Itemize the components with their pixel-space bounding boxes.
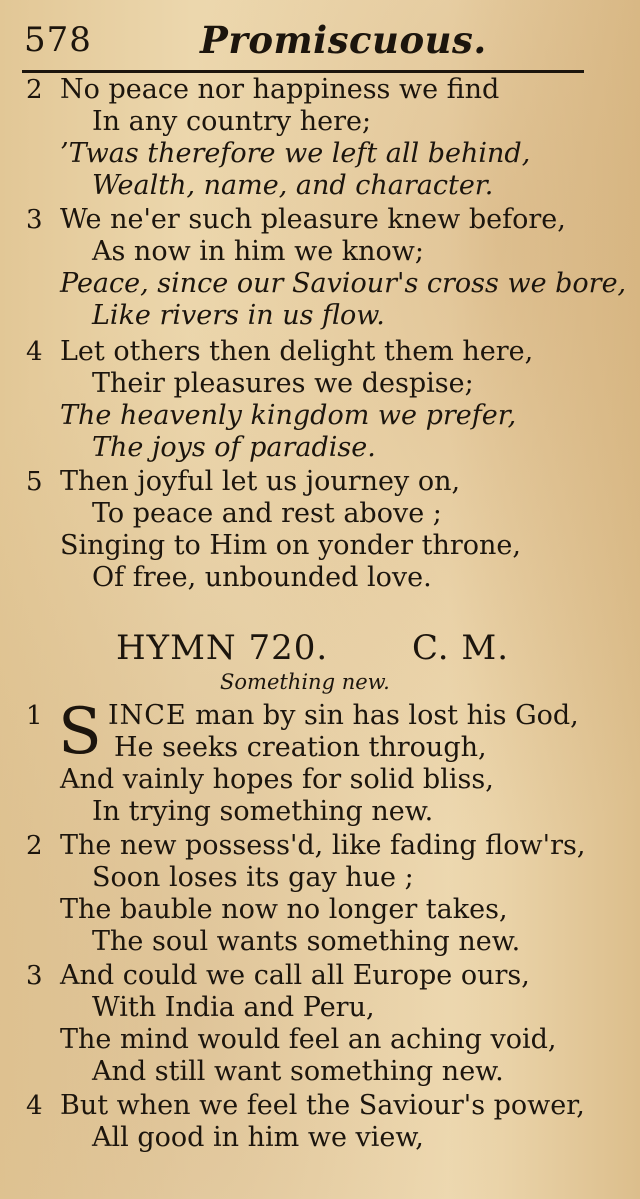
verse-line: The soul wants something new. [92,926,521,957]
first-line-rest: man by sin has lost his God, [186,700,579,731]
verse-line: As now in him we know; [92,236,424,267]
verse-line: We ne'er such pleasure knew before, [60,204,566,235]
hymn-title: HYMN 720. [116,628,329,668]
verse-line: With India and Peru, [92,992,375,1023]
verse-line: Peace, since our Saviour's cross we bore, [60,268,627,299]
verse-line: And vainly hopes for solid bliss, [60,764,494,795]
verse-line: He seeks creation through, [114,732,487,763]
verse-line: Soon loses its gay hue ; [92,862,414,893]
verse-line: Then joyful let us journey on, [60,466,461,497]
verse-line: The joys of paradise. [92,432,376,463]
header-rule [22,70,584,73]
verse-line: The new possess'd, like fading flow'rs, [60,830,586,861]
verse-line: To peace and rest above ; [92,498,442,529]
stanza-number: 3 [26,961,43,991]
verse-line: Singing to Him on yonder throne, [60,530,521,561]
verse-line: Their pleasures we despise; [92,368,474,399]
stanza-number: 1 [26,701,43,731]
verse-line: The mind would feel an aching void, [60,1024,557,1055]
stanza-number: 4 [26,1091,43,1121]
verse-line: In any country here; [92,106,372,137]
stanza-number: 5 [26,467,43,497]
verse-line: But when we feel the Saviour's power, [60,1090,585,1121]
stanza-number: 3 [26,205,43,235]
hymn-meter: C. M. [412,628,510,668]
verse-line: ’Twas therefore we left all behind, [60,138,531,169]
verse-line: Let others then delight them here, [60,336,534,367]
verse-line: No peace nor happiness we find [60,74,500,105]
stanza-number: 2 [26,75,43,105]
stanza-number: 4 [26,337,43,367]
verse-line: The heavenly kingdom we prefer, [60,400,517,431]
first-word-caps: INCE [108,700,187,731]
verse-line: In trying something new. [92,796,434,827]
page-header [0,0,640,72]
verse-line: The bauble now no longer takes, [60,894,508,925]
verse-line: All good in him we view, [92,1122,424,1153]
stanza-number: 2 [26,831,43,861]
verse-line: Of free, unbounded love. [92,562,432,593]
verse-first-line [108,700,579,732]
running-head: Promiscuous. [200,18,487,62]
hymn-subtitle: Something new. [220,670,390,694]
verse-line: And still want something new. [92,1056,504,1087]
verse-line: Wealth, name, and character. [92,170,494,201]
drop-cap: S [58,695,102,769]
verse-line: And could we call all Europe ours, [60,960,530,991]
page-number: 578 [24,20,92,60]
verse-line: Like rivers in us flow. [92,300,385,331]
